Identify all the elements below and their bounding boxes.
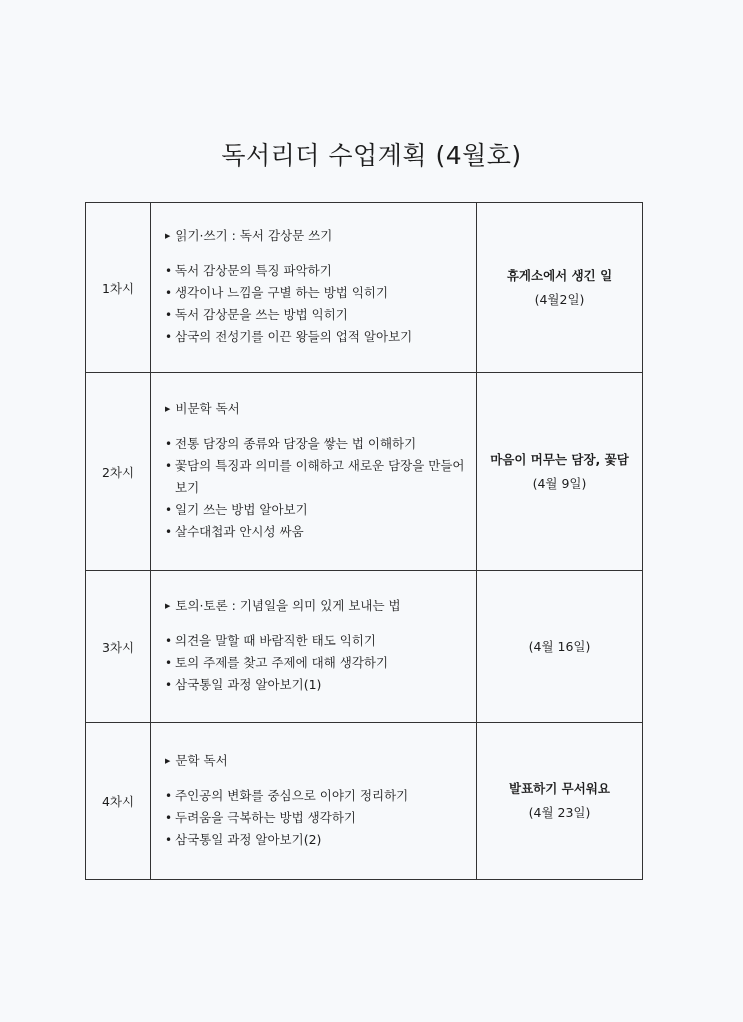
list-item-text: 주인공의 변화를 중심으로 이야기 정리하기: [175, 787, 409, 803]
list-item-text: 토의 주제를 찾고 주제에 대해 생각하기: [175, 655, 389, 670]
bullet-icon: •: [165, 437, 173, 451]
session-heading-text: 토의·토론 : 기념일을 의미 있게 보내는 법: [175, 598, 401, 613]
bullet-icon: •: [165, 459, 173, 473]
session-heading: [165, 400, 468, 418]
session-book-cell: [477, 203, 643, 373]
list-item: [165, 807, 468, 829]
activity-list: [165, 630, 468, 696]
table-row-session-1: [86, 203, 643, 373]
bullet-icon: •: [165, 678, 173, 692]
book-title: 발표하기 무서워요: [509, 781, 610, 796]
list-item-text: 살수대첩과 안시성 싸움: [175, 524, 304, 539]
list-item-text: 삼국통일 과정 알아보기(2): [175, 831, 322, 847]
session-content: [151, 373, 477, 571]
triangle-bullet-icon: ▶: [165, 756, 171, 765]
list-item: [165, 304, 468, 326]
bullet-icon: •: [165, 525, 173, 539]
bullet-icon: •: [165, 330, 173, 344]
session-label: 1차시: [86, 203, 151, 373]
page-title: 독서리더 수업계획 (4월호): [221, 141, 522, 170]
table-row-session-3: [86, 571, 643, 723]
activity-list: [165, 260, 468, 348]
list-item-text: 생각이나 느낌을 구별 하는 방법 익히기: [175, 285, 389, 300]
session-book-cell: [477, 571, 643, 723]
session-heading: [165, 597, 468, 615]
bullet-icon: •: [165, 810, 173, 825]
session-label: 2차시: [86, 373, 151, 571]
list-item-text: 삼국통일 과정 알아보기(1): [175, 677, 322, 692]
session-book-cell: [477, 373, 643, 571]
list-item-text: 독서 감상문의 특징 파악하기: [175, 263, 332, 278]
list-item: [165, 499, 468, 521]
session-label: 4차시: [86, 723, 151, 880]
session-date: (4월2일): [534, 291, 585, 307]
list-item: [165, 630, 468, 652]
triangle-bullet-icon: ▶: [165, 602, 171, 610]
session-date: (4월 9일): [532, 475, 587, 491]
list-item: [165, 674, 468, 696]
bullet-icon: •: [165, 264, 173, 278]
triangle-bullet-icon: ▶: [165, 232, 171, 240]
list-item: [165, 521, 468, 543]
table-row-session-2: [86, 373, 643, 571]
bullet-icon: •: [165, 788, 173, 803]
activity-list: [165, 433, 468, 543]
bullet-icon: •: [165, 286, 173, 300]
list-item: [165, 829, 468, 851]
list-item: [165, 433, 468, 455]
session-heading: [165, 227, 468, 245]
session-heading-text: 읽기·쓰기 : 독서 감상문 쓰기: [175, 228, 333, 243]
list-item: [165, 652, 468, 674]
session-content: [151, 203, 477, 373]
session-heading: [165, 752, 468, 770]
lesson-plan-table: [85, 202, 643, 880]
list-item-text: 일기 쓰는 방법 알아보기: [175, 502, 308, 517]
list-item-text: 전통 담장의 종류와 담장을 쌓는 법 이해하기: [175, 436, 417, 451]
book-title: 휴게소에서 생긴 일: [506, 267, 613, 283]
list-item: [165, 785, 468, 807]
list-item: [165, 282, 468, 304]
bullet-icon: •: [165, 308, 173, 322]
session-date: (4월 23일): [528, 805, 591, 820]
list-item-text: 두려움을 극복하는 방법 생각하기: [175, 809, 356, 825]
activity-list: [165, 785, 468, 851]
session-content: [151, 571, 477, 723]
bullet-icon: •: [165, 634, 173, 648]
triangle-bullet-icon: ▶: [165, 405, 171, 413]
session-book-cell: [477, 723, 643, 880]
list-item-text: 의견을 말할 때 바람직한 태도 익히기: [175, 633, 376, 648]
list-item: [165, 455, 468, 499]
session-label: 3차시: [86, 571, 151, 723]
list-item-text: 꽃담의 특징과 의미를 이해하고 새로운 담장을 만들어 보기: [175, 458, 465, 495]
bullet-icon: •: [165, 503, 173, 517]
list-item: [165, 326, 468, 348]
bullet-icon: •: [165, 656, 173, 670]
table-row-session-4: [86, 723, 643, 880]
book-title: 마음이 머무는 담장, 꽃담: [490, 451, 629, 467]
session-date: (4월 16일): [528, 638, 591, 654]
session-heading-text: 비문학 독서: [175, 401, 240, 416]
list-item: [165, 260, 468, 282]
list-item-text: 독서 감상문을 쓰는 방법 익히기: [175, 307, 348, 322]
bullet-icon: •: [165, 832, 173, 847]
session-heading-text: 문학 독서: [175, 752, 228, 768]
list-item-text: 삼국의 전성기를 이끈 왕들의 업적 알아보기: [175, 329, 413, 344]
session-content: [151, 723, 477, 880]
